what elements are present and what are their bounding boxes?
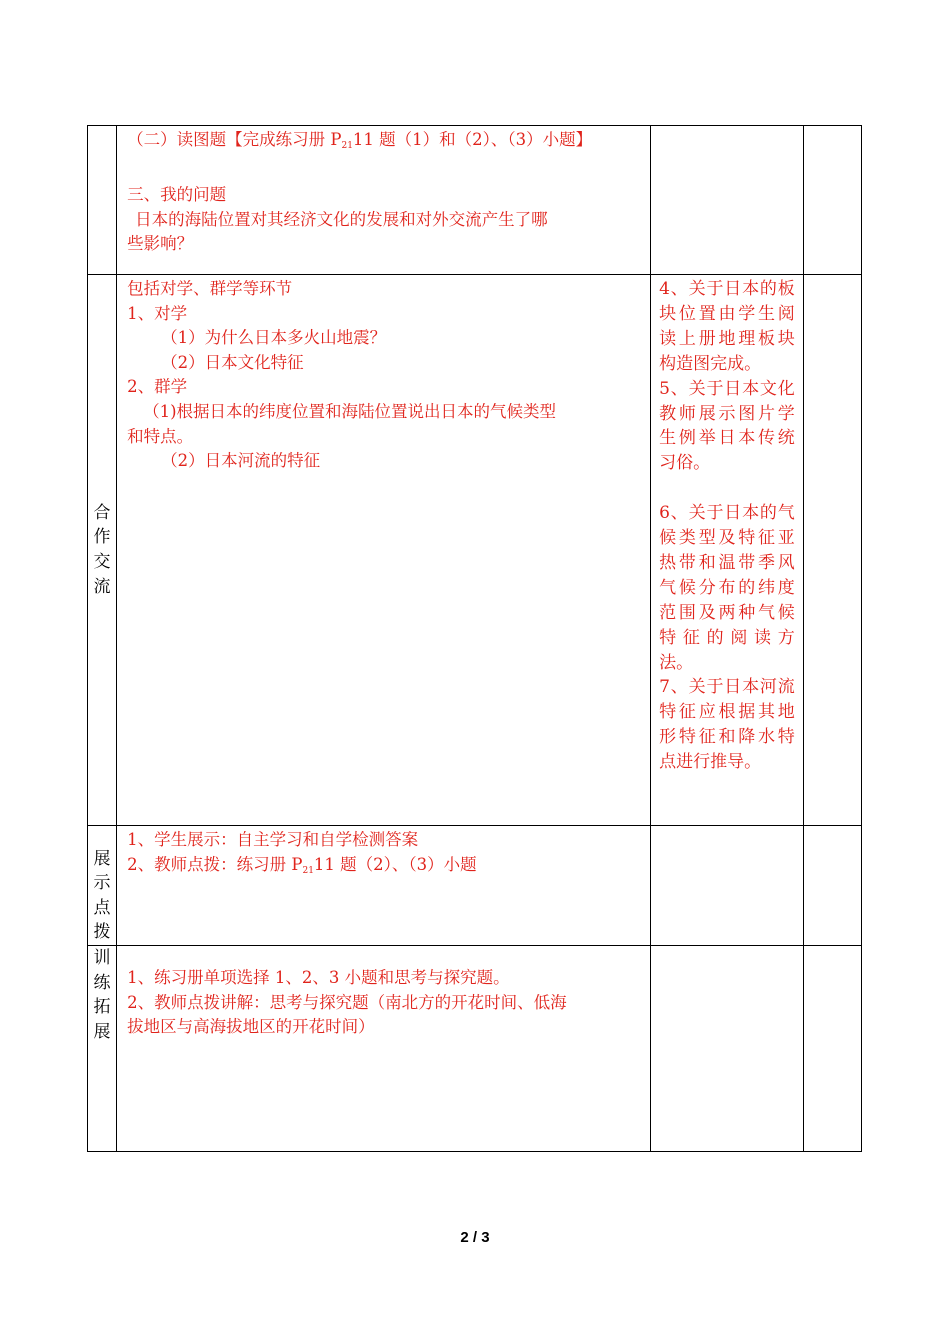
content-cell (117, 126, 651, 275)
group-question-1: （1)根据日本的纬度位置和海陆位置说出日本的气候类型 (143, 401, 557, 421)
group-question-1-continued: 和特点。 (127, 426, 194, 446)
table-row (88, 126, 862, 275)
extra-cell (803, 946, 861, 1152)
section-label-cooperation: 合 作 交 流 (93, 502, 111, 597)
notes-cell (651, 126, 804, 275)
notes-cell (651, 826, 804, 946)
section-label-presentation: 展 示 点 拨 (93, 848, 111, 943)
group-question-2: （2）日本河流的特征 (161, 451, 321, 471)
notes-cell (651, 275, 804, 826)
content-cell (117, 275, 651, 826)
note-6: 6、关于日本的气候类型及特征亚热带和温带季风气候分布的纬度范围及两种气候特征的阅读方法。 (659, 503, 795, 673)
extra-cell (803, 826, 861, 946)
pair-heading: 1、对学 (127, 303, 188, 323)
lesson-plan-table (87, 125, 862, 1152)
group-heading: 2、群学 (127, 377, 188, 397)
note-4: 4、关于日本的板块位置由学生阅读上册地理板块构造图完成。 (659, 279, 795, 374)
my-question-text: 日本的海陆位置对其经济文化的发展和对外交流产生了哪 (135, 209, 548, 229)
extra-cell (803, 126, 861, 275)
section-label-cell (88, 826, 117, 946)
table-row (88, 946, 862, 1152)
my-question-heading: 三、我的问题 (127, 185, 227, 205)
table-row (88, 826, 862, 946)
pair-question-1: （1）为什么日本多火山地震？ (161, 328, 387, 348)
training-line-1: 1、练习册单项选择 1、2、3 小题和思考与探究题。 (127, 968, 510, 987)
my-question-text-continued: 些影响？ (127, 234, 194, 254)
extra-cell (803, 275, 861, 826)
intro-text: 包括对学、群学等环节 (127, 279, 293, 298)
page-number: 2 / 3 (460, 1229, 490, 1246)
note-7: 7、关于日本河流特征应根据其地形特征和降水特点进行推导。 (659, 677, 795, 773)
training-line-2: 2、教师点拨讲解：思考与探究题（南北方的开花时间、低海 (127, 992, 567, 1012)
content-cell (117, 826, 651, 946)
table-row (88, 275, 862, 826)
content-cell (117, 946, 651, 1152)
read-task: （二）读图题【完成练习册 $P_{21}11$ 题（1）和（2）、（3）小题】 (127, 130, 593, 151)
pair-question-2: （2）日本文化特征 (161, 352, 304, 372)
note-5: 5、关于日本文化教师展示图片学生例举日本传统习俗。 (659, 378, 795, 474)
presentation-line-1: 1、学生展示：自主学习和自学检测答案 (127, 830, 419, 849)
section-label-cell (88, 946, 117, 1152)
section-label-cell (88, 126, 117, 275)
training-line-3: 拔地区与高海拔地区的开花时间） (127, 1017, 375, 1037)
notes-cell (651, 946, 804, 1152)
presentation-line-2: 2、教师点拨：练习册 $P_{21}11$ 题（2）、（3）小题 (127, 854, 477, 876)
section-label-training: 训 练 拓 展 (93, 948, 111, 1042)
section-label-cell (88, 275, 117, 826)
